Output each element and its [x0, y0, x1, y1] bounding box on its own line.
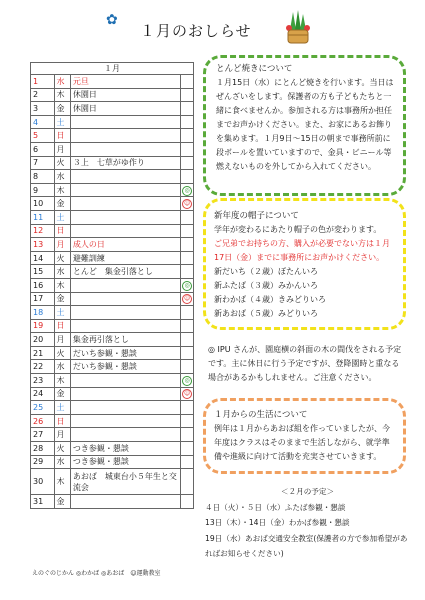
calendar-row: [31, 129, 194, 143]
tondo-box: [203, 55, 406, 196]
calendar-mark-cell: [181, 387, 194, 401]
calendar-event: [70, 387, 180, 401]
calendar-mark-cell: [181, 469, 194, 495]
calendar-row: [31, 401, 194, 415]
calendar-event: 集金再引落とし: [70, 333, 180, 347]
calendar-row: [31, 360, 194, 374]
calendar-weekday: 水: [54, 265, 70, 279]
life-body: 例年は１月からあおば組を作っていましたが、今年度はクラスはそのままで生活しながら、就学準備や進級に向けて活動を充実させていきます。: [214, 424, 390, 461]
calendar-mark-cell: [181, 265, 194, 279]
calendar-row: [31, 197, 194, 211]
calendar-mark-cell: [181, 495, 194, 509]
calendar-event: [70, 319, 180, 333]
calendar-event: 成人の日: [70, 238, 180, 252]
calendar-row: [31, 292, 194, 306]
calendar-weekday: 火: [54, 442, 70, 456]
calendar-day: 23: [31, 374, 55, 388]
page-title: １月のおしらせ: [140, 22, 252, 40]
ipu-notice: ◎ IPU さんが、園庭横の斜面の木の間伐をされる予定です。主に休日に行う予定ですが、登降園時と重なる場合があるかもしれません。ご注意ください。: [208, 345, 402, 382]
february-plan: [205, 484, 410, 562]
calendar-mark-cell: [181, 142, 194, 156]
calendar-mark-cell: [181, 306, 194, 320]
hat-intro: 学年が変わるにあたり帽子の色が変わります。: [214, 225, 382, 234]
plan-title: ＜２月の予定＞: [280, 487, 335, 496]
calendar-event: ３上 七草がゆ作り: [70, 156, 180, 170]
calendar-row: [31, 142, 194, 156]
calendar-weekday: 水: [54, 360, 70, 374]
calendar-row: [31, 224, 194, 238]
calendar-weekday: 火: [54, 346, 70, 360]
calendar-event: 休園日: [70, 88, 180, 102]
calendar-day: 27: [31, 428, 55, 442]
calendar-day: 1: [31, 75, 55, 89]
calendar-mark-cell: [181, 238, 194, 252]
calendar-weekday: 土: [54, 115, 70, 129]
calendar-weekday: 火: [54, 251, 70, 265]
calendar-weekday: 水: [54, 455, 70, 469]
calendar-day: 24: [31, 387, 55, 401]
calendar-mark-cell: [181, 88, 194, 102]
tondo-body: １月15日（水）にとんど焼きを行います。当日はぜんざいをします。保護者の方も子どもたちと一緒に食べませんか。参加される方は事務所か担任までお声かけください。また、お家にあるお飾りを集めます。１月9日～15日の朝まで事務所前に段ボールを置いていますので、金具・ビニール等燃えないものを外してから入れてください。: [216, 78, 394, 171]
calendar-day: 21: [31, 346, 55, 360]
calendar-event: [70, 170, 180, 184]
hat-title: 新年度の帽子について: [214, 211, 299, 221]
calendar-weekday: 日: [54, 129, 70, 143]
calendar-day: 13: [31, 238, 55, 252]
calendar-event: [70, 428, 180, 442]
calendar-event: つき参観・懇談: [70, 442, 180, 456]
calendar-weekday: 土: [54, 401, 70, 415]
calendar-mark-cell: [181, 292, 194, 306]
calendar-mark-cell: [181, 102, 194, 116]
calendar-mark-cell: [181, 346, 194, 360]
calendar-weekday: 木: [54, 374, 70, 388]
calendar-day: 8: [31, 170, 55, 184]
calendar-mark-cell: [181, 333, 194, 347]
calendar-row: [31, 75, 194, 89]
calendar-day: 28: [31, 442, 55, 456]
calendar-event: [70, 401, 180, 415]
calendar-weekday: 木: [54, 278, 70, 292]
calendar-event: [70, 306, 180, 320]
calendar-row: [31, 251, 194, 265]
calendar-row: [31, 238, 194, 252]
calendar-day: 6: [31, 142, 55, 156]
calendar-mark-cell: [181, 360, 194, 374]
calendar-mark-cell: [181, 251, 194, 265]
calendar-row: [31, 414, 194, 428]
calendar-day: 18: [31, 306, 55, 320]
calendar-day: 7: [31, 156, 55, 170]
calendar-legend: えのぐのじかん ◎わかば ◎あおば ☺運動教室: [32, 570, 161, 577]
calendar-day: 20: [31, 333, 55, 347]
calendar-mark-cell: [181, 442, 194, 456]
calendar-mark-cell: [181, 224, 194, 238]
calendar-day: 19: [31, 319, 55, 333]
calendar-event: [70, 129, 180, 143]
calendar-weekday: 日: [54, 224, 70, 238]
calendar-day: 29: [31, 455, 55, 469]
calendar-mark-cell: [181, 75, 194, 89]
calendar-mark-cell: [181, 170, 194, 184]
calendar-event: あおば 城東台小５年生と交流会: [70, 469, 180, 495]
calendar-event: とんど 集金引落とし: [70, 265, 180, 279]
calendar-event: 避難訓練: [70, 251, 180, 265]
class-mark-icon: ◎: [182, 376, 192, 386]
calendar-event: つき参観・懇談: [70, 455, 180, 469]
calendar-row: [31, 265, 194, 279]
calendar-weekday: 水: [54, 170, 70, 184]
calendar-event: 休園日: [70, 102, 180, 116]
calendar-day: 11: [31, 210, 55, 224]
calendar-mark-cell: [181, 129, 194, 143]
calendar-weekday: 水: [54, 75, 70, 89]
hat-item: 新だいち（２歳）ぼたんいろ: [214, 267, 318, 276]
calendar-mark-cell: [181, 197, 194, 211]
calendar-row: [31, 374, 194, 388]
tondo-title: とんど焼きについて: [216, 64, 293, 74]
calendar-row: [31, 455, 194, 469]
calendar-weekday: 金: [54, 495, 70, 509]
calendar-mark-cell: [181, 455, 194, 469]
calendar-row: [31, 495, 194, 509]
calendar-day: 25: [31, 401, 55, 415]
calendar-event: [70, 183, 180, 197]
calendar-header: １月: [31, 63, 194, 75]
calendar-day: 15: [31, 265, 55, 279]
hat-notice: ご兄弟でお持ちの方、購入が必要でない方は１月17日（金）までに事務所にお声かけください。: [214, 239, 390, 262]
calendar-row: [31, 210, 194, 224]
calendar-mark-cell: [181, 319, 194, 333]
calendar-mark-cell: [181, 115, 194, 129]
calendar-event: [70, 374, 180, 388]
calendar-weekday: 木: [54, 183, 70, 197]
plan-item: ４日（火）・５日（水）ふたば参観・懇談: [205, 502, 346, 512]
calendar-event: [70, 278, 180, 292]
calendar-weekday: 木: [54, 469, 70, 495]
calendar-day: 16: [31, 278, 55, 292]
class-mark-icon: ◎: [182, 186, 192, 196]
calendar-day: 5: [31, 129, 55, 143]
calendar-row: [31, 306, 194, 320]
calendar-mark-cell: [181, 278, 194, 292]
calendar-weekday: 月: [54, 333, 70, 347]
calendar-row: [31, 442, 194, 456]
calendar-row: [31, 115, 194, 129]
calendar-event: [70, 292, 180, 306]
calendar-event: だいち参観・懇談: [70, 346, 180, 360]
calendar-event: [70, 495, 180, 509]
calendar-row: [31, 102, 194, 116]
calendar-weekday: 金: [54, 387, 70, 401]
plan-item: 19日（水）あおば交通安全教室(保護者の方で参加希望があればお知らせください): [205, 533, 408, 558]
calendar-row: [31, 387, 194, 401]
calendar-weekday: 木: [54, 88, 70, 102]
calendar-weekday: 日: [54, 319, 70, 333]
calendar-event: [70, 197, 180, 211]
calendar-weekday: 火: [54, 156, 70, 170]
hat-item: 新ふたば（３歳）みかんいろ: [214, 281, 318, 290]
hat-box: [203, 198, 406, 330]
calendar-event: [70, 224, 180, 238]
hat-item: 新わかば（４歳）きみどりいろ: [214, 295, 326, 304]
calendar-weekday: 日: [54, 414, 70, 428]
calendar-row: [31, 469, 194, 495]
calendar-table: [30, 62, 194, 509]
life-box: [203, 398, 406, 474]
calendar-day: 12: [31, 224, 55, 238]
calendar-day: 26: [31, 414, 55, 428]
exercise-class-icon: ☺: [184, 200, 191, 208]
calendar-event: [70, 210, 180, 224]
calendar-day: 9: [31, 183, 55, 197]
life-title: １月からの生活について: [214, 410, 308, 420]
calendar-mark-cell: [181, 183, 194, 197]
calendar-event: 元旦: [70, 75, 180, 89]
exercise-class-icon: ☺: [184, 390, 191, 398]
calendar-row: [31, 333, 194, 347]
calendar-day: 31: [31, 495, 55, 509]
calendar-weekday: 月: [54, 142, 70, 156]
calendar-weekday: 月: [54, 428, 70, 442]
calendar-weekday: 金: [54, 197, 70, 211]
calendar-row: [31, 156, 194, 170]
calendar-day: 10: [31, 197, 55, 211]
calendar-day: 3: [31, 102, 55, 116]
calendar-day: 4: [31, 115, 55, 129]
kadomatsu-icon: [284, 10, 312, 44]
calendar-weekday: 月: [54, 238, 70, 252]
calendar-event: [70, 414, 180, 428]
top-icon: ✿: [106, 12, 118, 28]
exercise-class-icon: ☺: [184, 295, 191, 303]
calendar-row: [31, 183, 194, 197]
calendar-weekday: 土: [54, 210, 70, 224]
calendar-row: [31, 88, 194, 102]
calendar-mark-cell: [181, 414, 194, 428]
calendar-row: [31, 170, 194, 184]
calendar-row: [31, 428, 194, 442]
calendar-weekday: 土: [54, 306, 70, 320]
calendar-event: だいち参観・懇談: [70, 360, 180, 374]
hat-item: 新あおば（５歳）みどりいろ: [214, 309, 318, 318]
calendar-mark-cell: [181, 156, 194, 170]
calendar-day: 14: [31, 251, 55, 265]
calendar-row: [31, 319, 194, 333]
calendar-weekday: 金: [54, 102, 70, 116]
calendar-event: [70, 142, 180, 156]
calendar-day: 17: [31, 292, 55, 306]
calendar-weekday: 金: [54, 292, 70, 306]
calendar-event: [70, 115, 180, 129]
calendar-mark-cell: [181, 428, 194, 442]
calendar-mark-cell: [181, 401, 194, 415]
calendar-row: [31, 346, 194, 360]
plan-item: 13日（木）・14日（金）わかば参観・懇談: [205, 518, 350, 527]
calendar-row: [31, 278, 194, 292]
calendar-mark-cell: [181, 210, 194, 224]
calendar-day: 30: [31, 469, 55, 495]
calendar-mark-cell: [181, 374, 194, 388]
calendar-day: 2: [31, 88, 55, 102]
class-mark-icon: ◎: [182, 281, 192, 291]
calendar-day: 22: [31, 360, 55, 374]
